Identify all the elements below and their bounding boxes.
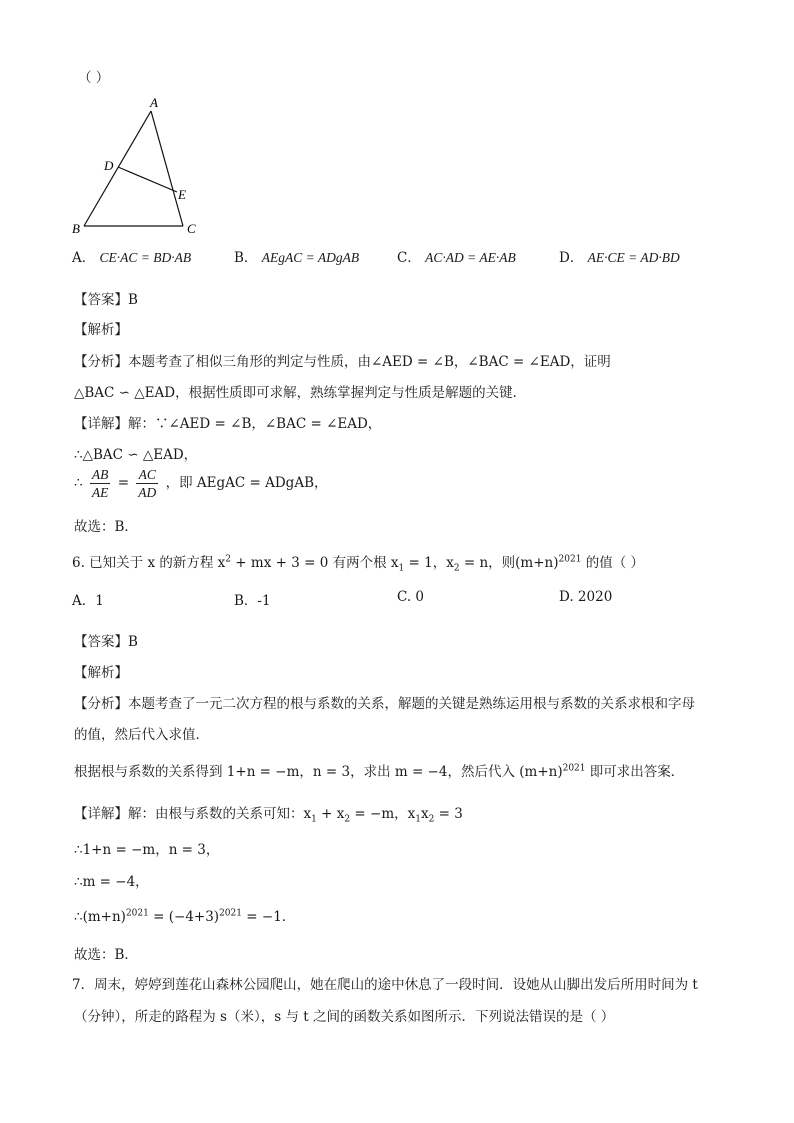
q7-stem-line1: 7．周末，婷婷到莲花山森林公园爬山，她在爬山的途中休息了一段时间．设她从山脚出发后所用时间为 t bbox=[72, 977, 698, 993]
q6-option-c: C. 0 bbox=[397, 589, 425, 605]
q5-step1: ∴△BAC ∽ △EAD， bbox=[74, 447, 198, 463]
q5-option-a: A． CE·AC = BD·AB bbox=[72, 250, 192, 266]
q5-option-c: C． AC·AD = AE·AB bbox=[397, 250, 516, 266]
q6-answer: 【答案】B bbox=[74, 634, 138, 650]
q5-analysis-tag: 【解析】 bbox=[74, 322, 128, 338]
q6-stem: 6. 已知关于 x 的新方程 $x^2$ + mx + 3 = 0 有两个根 $x_1 = 1$，$x_2 = n$，则$(m+n)^{2021}$ 的值（ ） bbox=[72, 554, 645, 574]
fraction-ac-ad: $\frac{AC}{AD}$ bbox=[138, 467, 157, 500]
q6-option-b: B．-1 bbox=[234, 593, 271, 609]
q7-stem-line2: （分钟），所走的路程为 s（米），s 与 t 之间的函数关系如图所示．下列说法错误的是（ ） bbox=[74, 1009, 615, 1025]
q5-fenxi-line2: △BAC ∽ △EAD，根据性质即可求解，熟练掌握判定与性质是解题的关键． bbox=[74, 385, 527, 401]
label-a: A bbox=[150, 95, 158, 110]
q6-xiangjie: 【详解】解：由根与系数的关系可知：$x_1 + x_2 = -m$，$x_1x_2 = 3$ bbox=[74, 806, 463, 825]
q6-option-a: A．1 bbox=[72, 593, 104, 609]
q6-option-d: D. 2020 bbox=[559, 589, 613, 605]
side-ab bbox=[84, 111, 151, 226]
label-c: C bbox=[187, 221, 196, 236]
q6-method: 根据根与系数的关系得到 1+n = −m，n = 3，求出 m = −4，然后代入 $(m+n)^{2021}$ 即可求出答案． bbox=[74, 763, 685, 780]
q5-step2: ∴ $\frac{AB}{AE}$ = $\frac{AC}{AD}$ ，即 AEgAC = ADgAB， bbox=[74, 467, 328, 500]
q6-choose: 故选：B． bbox=[74, 947, 138, 963]
label-d: D bbox=[104, 158, 114, 173]
q5-answer-paren: （ ） bbox=[78, 70, 110, 86]
q5-option-b: B． AEgAC = ADgAB bbox=[234, 250, 360, 266]
q6-fenxi-line2: 的值，然后代入求值． bbox=[74, 727, 209, 743]
q5-xiangjie: 【详解】解：∵∠AED = ∠B，∠BAC = ∠EAD， bbox=[74, 416, 382, 432]
q6-step3: $\therefore(m+n)^{2021} = (-4+3)^{2021} = -1$． bbox=[74, 908, 296, 925]
q6-step1: ∴1+n = −m，n = 3， bbox=[74, 842, 220, 858]
q6-step2: ∴m = −4， bbox=[74, 874, 149, 890]
label-b: B bbox=[72, 221, 80, 236]
q5-choose: 故选：B． bbox=[74, 519, 138, 535]
label-e: E bbox=[178, 187, 186, 202]
fraction-ab-ae: $\frac{AB}{AE}$ bbox=[91, 467, 109, 500]
triangle-figure bbox=[60, 90, 210, 238]
q5-option-d: D． AE·CE = AD·BD bbox=[559, 250, 680, 266]
q5-answer: 【答案】B bbox=[74, 292, 138, 308]
q6-fenxi-line1: 【分析】本题考查了一元二次方程的根与系数的关系，解题的关键是熟练运用根与系数的关系求根和字母 bbox=[74, 696, 695, 712]
q5-fenxi-line1: 【分析】本题考查了相似三角形的判定与性质，由∠AED = ∠B，∠BAC = ∠EAD，证明 bbox=[74, 354, 611, 370]
side-ac bbox=[151, 111, 183, 226]
q6-analysis-tag: 【解析】 bbox=[74, 665, 128, 681]
